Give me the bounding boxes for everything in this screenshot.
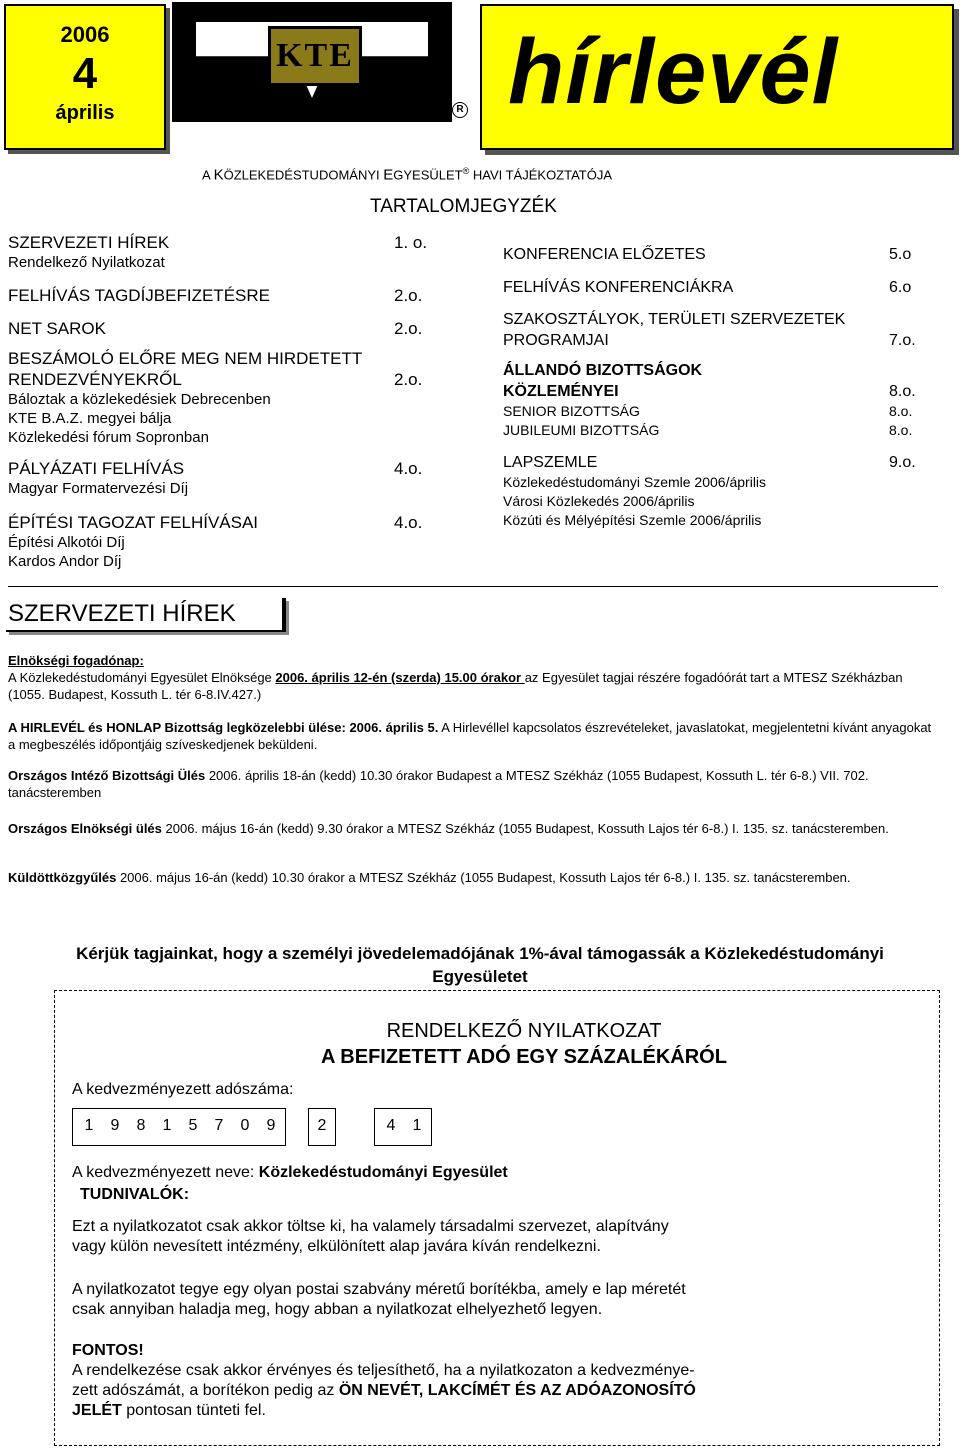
tax-digit: 4 (386, 1117, 396, 1134)
appeal-line: Kérjük tagjainkat, hogy a személyi jövedelemadójának 1%-ával támogassák a Közlekedéstudományi (76, 944, 884, 963)
toc-item-line: BESZÁMOLÓ ELŐRE MEG NEM HIRDETETT (8, 349, 363, 368)
info-line: Ezt a nyilatkozatot csak akkor töltse ki, ha valamely társadalmi szervezet, alapítvány (72, 1218, 669, 1235)
subtitle-part: HAVI TÁJÉKOZTATÓJA (469, 167, 613, 183)
news-text: A Közlekedéstudományi Egyesület Elnöksége (8, 670, 276, 685)
important-heading: FONTOS! (72, 1342, 144, 1359)
toc-item[interactable] (8, 232, 438, 253)
news-highlight: Országos Intéző Bizottsági Ülés (8, 768, 206, 783)
toc-item-title: ÉPÍTÉSI TAGOZAT FELHÍVÁSAI (8, 513, 259, 532)
toc-subitem: Báloztak a közlekedésiek Debrecenben (8, 391, 271, 408)
news-item (8, 767, 936, 801)
subtitle-part: E (383, 166, 394, 184)
toc-item-page: 2.o. (394, 319, 423, 338)
tax-digit: 1 (162, 1117, 172, 1134)
toc-item-title: NET SAROK (8, 319, 106, 338)
toc-item-page: 4.o. (394, 459, 423, 478)
news-highlight: A HIRLEVÉL és HONLAP Bizottság legközelebbi ülése: 2006. április 5. (8, 720, 439, 735)
toc-item-title: SENIOR BIZOTTSÁG (503, 403, 640, 419)
info-line: A nyilatkozatot tegye egy olyan postai szabvány méretű borítékba, amely e lap méretét (72, 1281, 686, 1298)
toc-subitem: Kardos Andor Díj (8, 553, 122, 570)
important-highlight: ÖN NEVÉT, LAKCÍMÉT ÉS AZ ADÓAZONOSÍTÓ (338, 1382, 696, 1399)
form-title-line: A BEFIZETETT ADÓ EGY SZÁZALÉKÁRÓL (321, 1046, 727, 1068)
toc-item[interactable] (503, 381, 933, 402)
toc-item[interactable] (8, 369, 438, 390)
toc-item[interactable] (8, 458, 438, 479)
news-label: Elnökségi fogadónap: (8, 653, 144, 668)
toc-item-page: 2.o. (394, 370, 423, 389)
news-item (8, 719, 936, 753)
subtitle-part: A (202, 167, 214, 183)
toc-item-page: 7.o. (889, 332, 916, 349)
info-heading: TUDNIVALÓK: (80, 1186, 190, 1203)
toc-item[interactable] (503, 244, 933, 265)
toc-item[interactable] (503, 277, 933, 298)
issue-number: 4 (72, 49, 98, 98)
tax-digit: 0 (240, 1117, 250, 1134)
tax-digit: 1 (84, 1117, 94, 1134)
toc-item-title: KÖZLEMÉNYEI (503, 383, 619, 400)
toc-item[interactable] (8, 512, 438, 533)
toc-subitem[interactable] (503, 421, 933, 440)
registered-mark-icon: R (452, 102, 468, 118)
news-text: 2006. május 16-án (kedd) 10.30 órakor a MTESZ Székház (1055 Budapest, Kossuth Lajos tér 6-8.) I. 135. sz. tanácsteremben. (116, 870, 851, 885)
info-line: csak annyiban haladja meg, hogy abban a nyilatkozat elhelyezhető legyen. (72, 1301, 603, 1318)
toc-item[interactable] (8, 318, 438, 339)
tax-number-group (72, 1108, 286, 1146)
toc-item[interactable] (503, 330, 933, 351)
toc-item-title: SZERVEZETI HÍREK (8, 233, 170, 252)
toc-item-page: 8.o. (889, 403, 913, 419)
subtitle-part: K (213, 166, 224, 184)
section-heading: SZERVEZETI HÍREK (6, 598, 286, 632)
donation-appeal (20, 942, 940, 988)
toc-subitem: Városi Közlekedés 2006/április (503, 493, 695, 509)
news-highlight: 2006. április 12-én (szerda) 15.00 órakor (275, 670, 525, 685)
toc-item-title: KONFERENCIA ELŐZETES (503, 246, 706, 263)
important-text: zett adószámát, a borítékon pedig az (72, 1382, 339, 1399)
toc-subitem: Közlekedéstudományi Szemle 2006/április (503, 474, 767, 490)
beneficiary-name-value: Közlekedéstudományi Egyesület (258, 1164, 508, 1181)
news-item (8, 820, 936, 837)
toc-item-page: 1. o. (394, 233, 428, 252)
toc-item-page: 6.o (889, 279, 912, 296)
beneficiary-name-label: A kedvezményezett neve: (72, 1164, 259, 1181)
form-title (274, 1018, 774, 1070)
tax-digit: 8 (136, 1117, 146, 1134)
important-highlight: JELÉT (72, 1402, 122, 1419)
toc-item-page: 5.o (889, 246, 912, 263)
toc-subitem: Közúti és Mélyépítési Szemle 2006/április (503, 512, 762, 528)
toc-item-title: FELHÍVÁS KONFERENCIÁKRA (503, 279, 734, 296)
toc-subitem[interactable] (503, 402, 933, 421)
toc-item-page: 2.o. (394, 286, 423, 305)
news-text: 2006. április 18-án (kedd) 10.30 órakor Budapest a MTESZ Székház (1055 Budapest, Kossuth L. tér 6-8.) VII. 702. tanácsteremben (8, 768, 869, 800)
tax-number-group (374, 1108, 432, 1146)
toc-item-title: RENDEZVÉNYEKRŐL (8, 370, 182, 389)
toc-item-page: 8.o. (889, 383, 916, 400)
beneficiary-name (72, 1163, 812, 1183)
toc-item-line: ÁLLANDÓ BIZOTTSÁGOK (503, 362, 703, 379)
important-line: A rendelkezése csak akkor érvényes és teljesíthető, ha a nyilatkozaton a kedvezménye- (72, 1362, 695, 1379)
toc-heading: TARTALOMJEGYZÉK (370, 196, 557, 217)
tax-number-group (308, 1108, 336, 1146)
toc-right-column (503, 244, 933, 530)
toc-item-line: SZAKOSZTÁLYOK, TERÜLETI SZERVEZETEK (503, 311, 846, 328)
news-highlight: Küldöttközgyűlés (8, 870, 117, 885)
toc-subitem: Rendelkező Nyilatkozat (8, 254, 165, 271)
toc-item-title: PÁLYÁZATI FELHÍVÁS (8, 459, 185, 478)
subtitle-part: ÖZLEKEDÉSTUDOMÁNYI (223, 167, 384, 183)
toc-item-page: 9.o. (889, 454, 916, 471)
tax-number-label: A kedvezményezett adószáma: (72, 1081, 294, 1098)
news-text: 2006. május 16-án (kedd) 9.30 órakor a MTESZ Székház (1055 Budapest, Kossuth Lajos tér 6-8.) I. 135. sz. tanácsteremben. (161, 821, 889, 836)
publisher-subtitle: A KÖZLEKEDÉSTUDOMÁNYI EGYESÜLET® HAVI TÁJÉKOZTATÓJA (202, 166, 613, 184)
tax-digit: 7 (214, 1117, 224, 1134)
toc-subitem: Magyar Formatervezési Díj (8, 480, 189, 497)
title-box (480, 4, 954, 150)
info-line: vagy külön nevesített intézmény, elkülönített alap javára kíván rendelkezni. (72, 1238, 601, 1255)
date-box (4, 4, 166, 150)
toc-item-title: FELHÍVÁS TAGDÍJBEFIZETÉSRE (8, 286, 270, 305)
info-paragraph-2 (72, 1280, 812, 1320)
toc-subitem: Építési Alkotói Díj (8, 534, 125, 551)
important-line (72, 1401, 812, 1421)
important-notice (72, 1341, 812, 1421)
news-text: A Hirlevéllel kapcsolatos észrevételeket, javaslatokat, megjelentetni kívánt anyagokat a megbeszélés időpontjáig szíveskedjenek beküldeni. (8, 720, 932, 752)
tax-digit: 9 (110, 1117, 120, 1134)
news-highlight: Országos Elnökségi ülés (8, 821, 162, 836)
subtitle-part: GYESÜLET (393, 167, 463, 183)
important-text: pontosan tünteti fel. (121, 1402, 266, 1419)
toc-item[interactable] (8, 285, 438, 306)
issue-year: 2006 (60, 22, 110, 47)
logo-plate: KTE (268, 26, 362, 86)
toc-subitem: Közlekedési fórum Sopronban (8, 429, 209, 446)
kte-logo (172, 2, 452, 122)
toc-item-page: 4.o. (394, 513, 423, 532)
news-text: az Egyesület tagjai részére fogadóórát tart a MTESZ Székházban (1055. Budapest, Kossuth L. tér 6-8.IV.427.) (8, 670, 903, 702)
issue-month: április (55, 102, 115, 124)
toc-subitem: KTE B.A.Z. megyei bálja (8, 410, 172, 427)
tax-digit: 9 (266, 1117, 276, 1134)
toc-item-page: 8.o. (889, 422, 913, 438)
toc-item-title: JUBILEUMI BIZOTTSÁG (503, 422, 660, 438)
toc-item-title: LAPSZEMLE (503, 454, 598, 471)
info-paragraph-1 (72, 1217, 812, 1257)
toc-left-column (8, 232, 438, 571)
form-title-line: RENDELKEZŐ NYILATKOZAT (386, 1020, 662, 1042)
newsletter-title: hírlevél (508, 21, 839, 123)
tax-digit: 1 (412, 1117, 422, 1134)
important-line (72, 1381, 812, 1401)
toc-item-title: PROGRAMJAI (503, 332, 609, 349)
tax-digit: 2 (317, 1117, 327, 1134)
appeal-line: Egyesületet (432, 967, 528, 986)
toc-item[interactable] (503, 452, 933, 473)
divider (8, 586, 938, 587)
tax-digit: 5 (188, 1117, 198, 1134)
news-item (8, 869, 936, 886)
news-item (8, 652, 936, 703)
